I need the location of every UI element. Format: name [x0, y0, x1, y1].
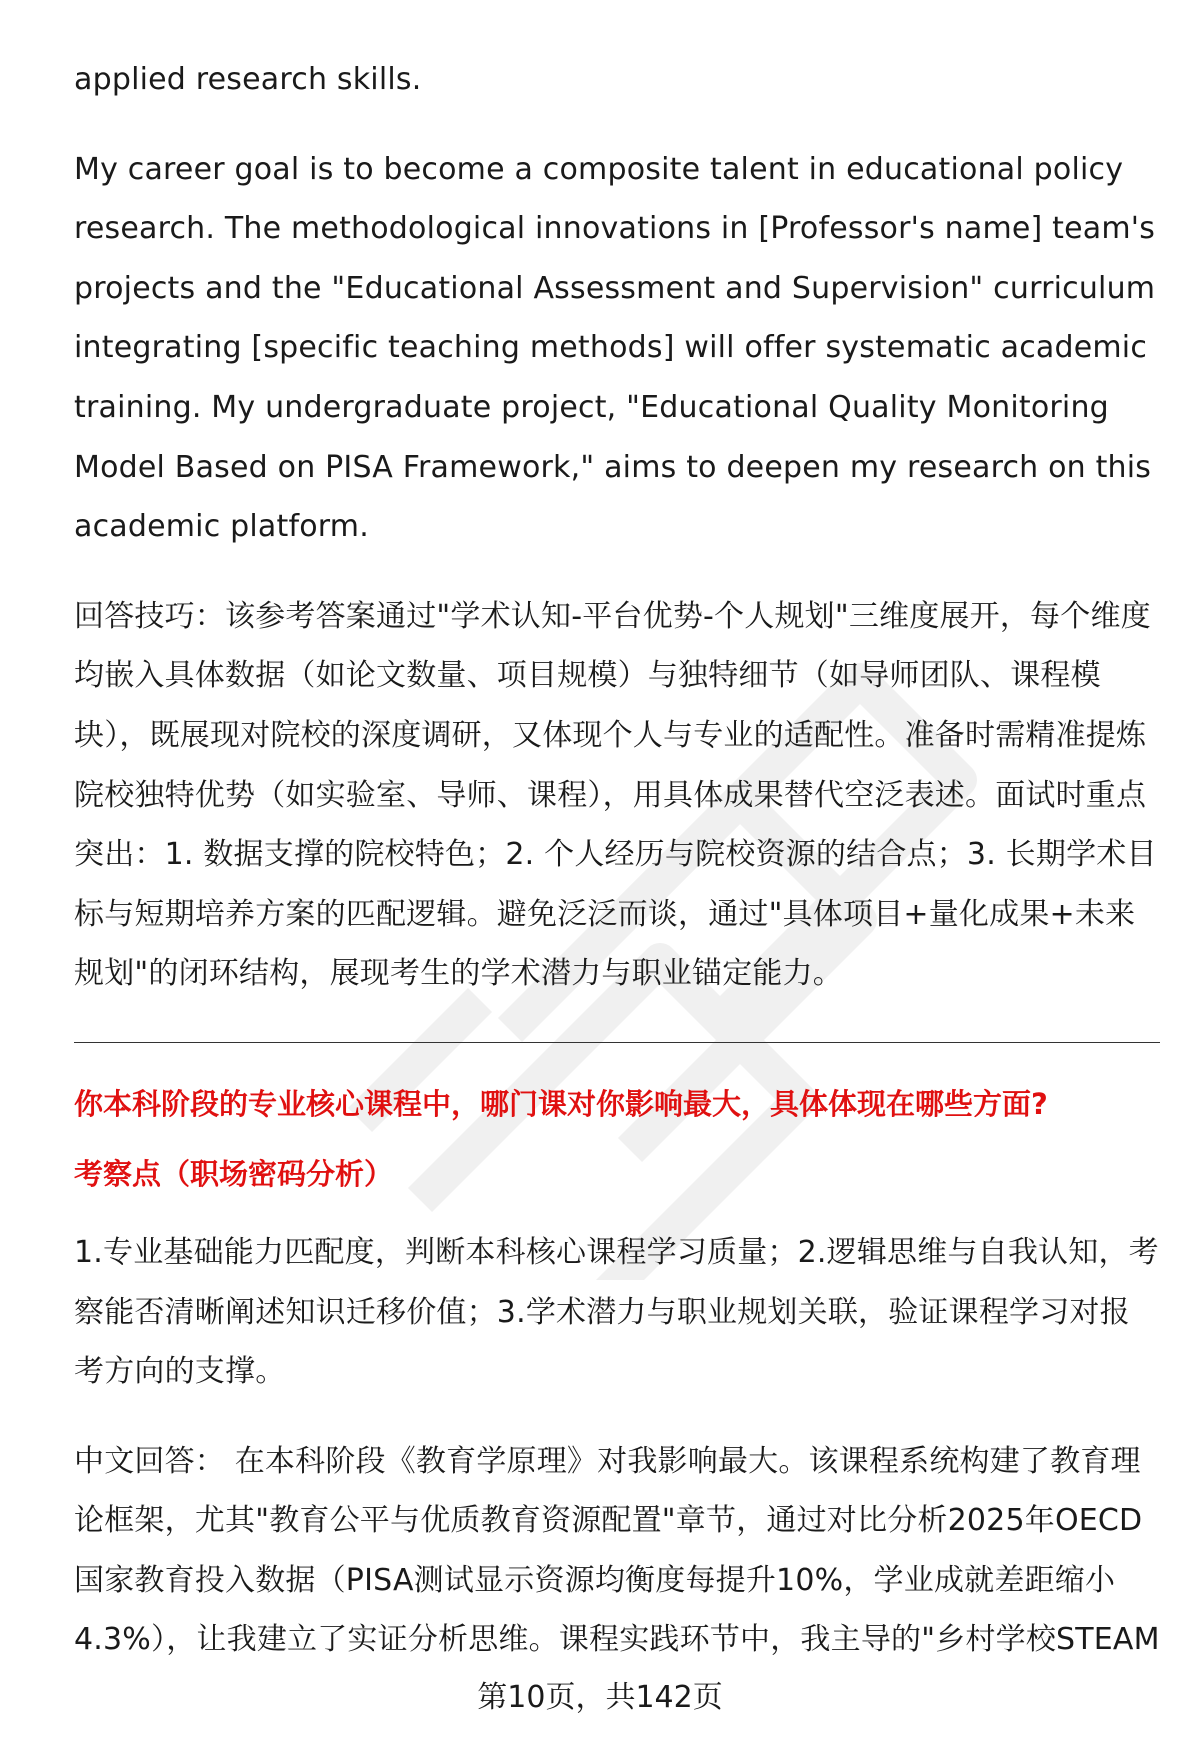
english-answer-tail: applied research skills. — [74, 62, 422, 97]
answer-tips-paragraph: 回答技巧：该参考答案通过"学术认知-平台优势-个人规划"三维度展开，每个维度均嵌入具体数据（如论文数量、项目规模）与独特细节（如导师团队、课程模块），既展现对院校的深度调研，又体现个人与专业的适配性。准备时需精准提炼院校独特优势（如实验室、导师、课程），用具体成果替代空泛表述。面试时重点突出：1. 数据支撑的院校特色；2. 个人经历与院校资源的结合点；3. 长期学术目标与短期培养方案的匹配逻辑。避免泛泛而谈，通过"具体项目+量化成果+未来规划"的闭环结构，展现考生的学术潜力与职业锚定能力。 — [74, 598, 1157, 992]
question-title: 你本科阶段的专业核心课程中，哪门课对你影响最大，具体体现在哪些方面? — [74, 1086, 1048, 1121]
chinese-answer-paragraph: 中文回答： 在本科阶段《教育学原理》对我影响最大。该课程系统构建了教育理论框架，尤其"教育公平与优质教育资源配置"章节，通过对比分析2025年OECD国家教育投入数据（PISA测试显示资源均衡度每提升10%，学业成就差距缩小4.3%），让我建立了实证分析思维。课程实践环节中，我主导的"乡村学校STEAM — [74, 1443, 1160, 1658]
page-number-footer: 第10页，共142页 — [477, 1680, 723, 1715]
section-divider — [74, 1042, 1160, 1043]
document-page — [74, 50, 1165, 1670]
assessment-points-paragraph: 1.专业基础能力匹配度，判断本科核心课程学习质量；2.逻辑思维与自我认知，考察能否清晰阐述知识迁移价值；3.学术潜力与职业规划关联，验证课程学习对报考方向的支撑。 — [74, 1234, 1159, 1390]
assessment-points-heading: 考察点（职场密码分析） — [74, 1156, 394, 1191]
english-answer-career-goal: My career goal is to become a composite talent in educational policy research. The methodological innovations in [Professor's name] team's projects and the "Educational Assessment and Supervision" curriculum integrating [specific teaching methods] will offer systematic academic training. My undergraduate project, "Educational Quality Monitoring Model Based on PISA Framework," aims to deepen my research on this academic platform. — [74, 151, 1165, 545]
